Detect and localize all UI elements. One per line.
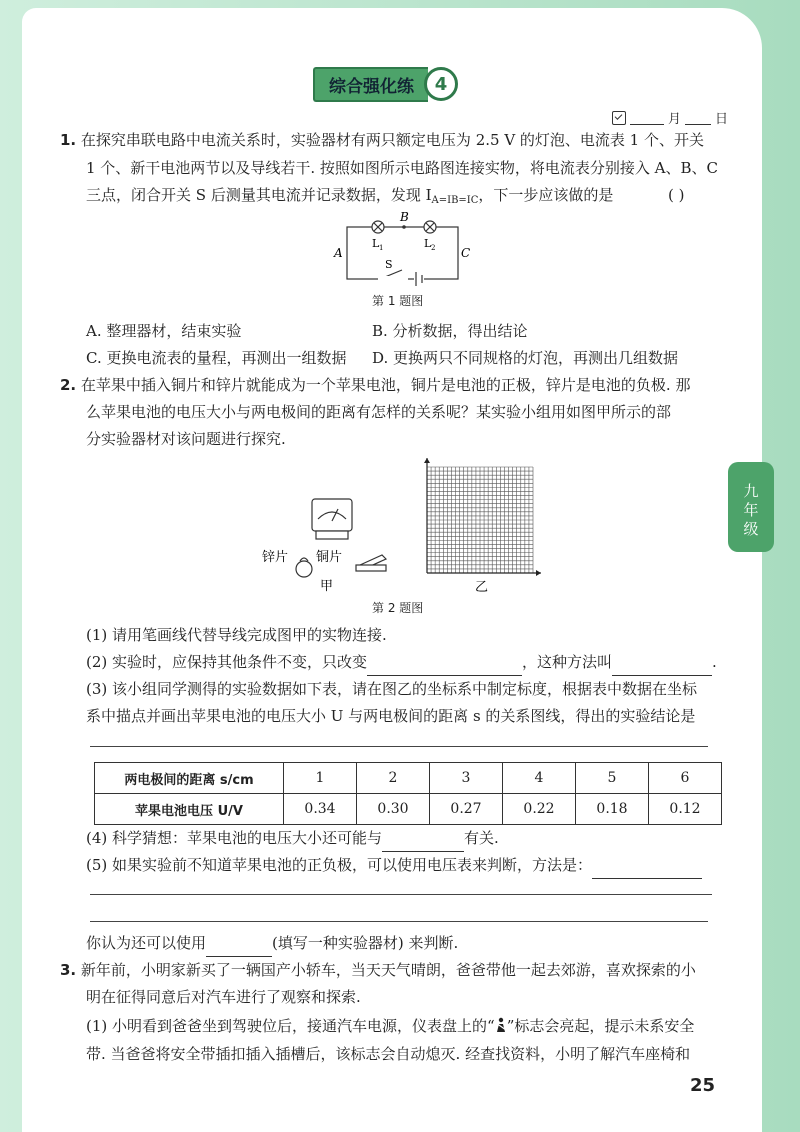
q1-line-1: [60, 127, 704, 154]
table-row: [95, 794, 722, 825]
side-tab-char: 级: [743, 520, 759, 538]
data-table: [94, 762, 722, 825]
table-cell: 5: [576, 763, 649, 794]
q1-line-2: 1 个、新干电池两节以及导线若干. 按照如图所示电路图连接实物，将电流表分别接入 A、B、C: [86, 159, 718, 177]
blank-coordinate-grid[interactable]: [415, 455, 545, 595]
title-number: 4: [424, 67, 458, 101]
q3-part-1-line1: [86, 1013, 694, 1040]
q3-text: 新年前，小明家新买了一辆国产小轿车，当天天气晴朗，爸爸带他一起去郊游，喜欢探索的小: [80, 961, 696, 979]
table-row: [95, 763, 722, 794]
table-cell: 1: [284, 763, 357, 794]
q2-text: 在苹果中插入铜片和锌片就能成为一个苹果电池，铜片是电池的正极，锌片是电池的负极. 那: [80, 376, 691, 394]
option-c[interactable]: C. 更换电流表的量程，再测出一组数据: [86, 349, 347, 367]
answer-line[interactable]: [90, 894, 712, 895]
l1-label: L: [372, 237, 380, 250]
calendar-check-icon: [612, 111, 626, 125]
date-field: [612, 108, 728, 127]
q3-text: ”标志会亮起，提示未系安全: [506, 1017, 695, 1035]
table-cell: 4: [503, 763, 576, 794]
grade-side-tab[interactable]: [728, 462, 774, 552]
q2-line-3: 分实验器材对该问题进行探究.: [86, 430, 286, 448]
answer-blank[interactable]: [367, 662, 522, 676]
voltmeter: [312, 499, 352, 531]
q2-line-1: [60, 372, 690, 399]
q2-line-2: 么苹果电池的电压大小与两电极间的距离有怎样的关系呢？某实验小组用如图甲所示的部: [86, 403, 672, 421]
q2-text: (4) 科学猜想：苹果电池的电压大小还可能与: [86, 829, 383, 847]
table-cell: 0.27: [430, 794, 503, 825]
copper-label: 铜片: [316, 550, 343, 565]
table-cell: 0.30: [357, 794, 430, 825]
q2-text: (5) 如果实验前不知道苹果电池的正负极，可以使用电压表来判断，方法是：: [86, 856, 593, 874]
q2-text: 有关.: [464, 829, 499, 847]
point-b-label: B: [400, 210, 409, 224]
q2-text: (填写一种实验器材) 来判断.: [272, 934, 459, 952]
q2-part-5-tail: [86, 930, 458, 957]
table-cell: 3: [430, 763, 503, 794]
table-cell: 6: [649, 763, 722, 794]
svg-text:2: 2: [431, 244, 436, 252]
l2-label: L: [424, 237, 432, 250]
q1-text: 在探究串联电路中电流关系时，实验器材有两只额定电压为 2.5 V 的灯泡、电流表 1 个、开关: [80, 131, 704, 149]
question-number: 3.: [60, 961, 77, 979]
page-number: 25: [690, 1075, 716, 1096]
q3-line-2: 明在征得同意后对汽车进行了观察和探索.: [86, 988, 361, 1006]
day-label: 日: [715, 112, 729, 127]
figure-caption-1: 第 1 题图: [372, 294, 424, 308]
answer-blank[interactable]: [206, 943, 272, 957]
point-c-label: C: [461, 246, 471, 260]
q2-part-5: [86, 852, 702, 879]
table-cell: 0.34: [284, 794, 357, 825]
q2-part-2: (2) 实验时，应保持其他条件不变，只改变 ，这种方法叫 .: [86, 649, 717, 676]
table-cell: 0.12: [649, 794, 722, 825]
q3-part-1-line2: 带. 当爸爸将安全带插扣插入插槽后，该标志会自动熄灭. 经查找资料，小明了解汽车座椅和: [86, 1045, 691, 1063]
month-blank[interactable]: [630, 111, 664, 125]
option-d[interactable]: D. 更换两只不同规格的灯泡，再测出几组数据: [372, 349, 679, 367]
side-tab-char: 年: [743, 501, 759, 519]
table-header: 两电极间的距离 s/cm: [95, 763, 284, 794]
table-cell: 0.18: [576, 794, 649, 825]
apple-battery-figure: [260, 495, 390, 595]
apple: [296, 561, 312, 577]
q1-text: ，下一步应该做的是: [478, 186, 614, 204]
circuit-diagram: [330, 210, 480, 290]
question-number: 1.: [60, 131, 77, 149]
answer-line[interactable]: [90, 746, 708, 747]
q3-line-1: [60, 957, 696, 984]
q2-part-1: (1) 请用笔画线代替导线完成图甲的实物连接.: [86, 626, 387, 644]
q2-part-4: [86, 825, 499, 852]
side-tab-char: 九: [743, 482, 759, 500]
table-header: 苹果电池电压 U/V: [95, 794, 284, 825]
q1-equation: A=IB=IC: [431, 195, 479, 206]
answer-line[interactable]: [90, 921, 708, 922]
month-label: 月: [668, 112, 682, 127]
answer-blank[interactable]: [592, 865, 702, 879]
title-label: 综合强化练: [313, 67, 428, 102]
section-title: [313, 70, 458, 98]
figure-jia-label: 甲: [320, 579, 334, 594]
point-a-label: A: [334, 246, 343, 260]
answer-blank[interactable]: [382, 838, 464, 852]
table-cell: 0.22: [503, 794, 576, 825]
option-b[interactable]: B. 分析数据，得出结论: [372, 322, 528, 340]
question-number: 2.: [60, 376, 77, 394]
zinc-label: 锌片: [262, 550, 289, 565]
q2-text: 你认为还可以使用: [86, 934, 207, 952]
q2-part-3-line1: (3) 该小组同学测得的实验数据如下表，请在图乙的坐标系中制定标度，根据表中数据在坐标: [86, 680, 698, 698]
table-cell: 2: [357, 763, 430, 794]
switch-label: S: [385, 258, 393, 271]
seatbelt-warning-icon: [495, 1017, 507, 1033]
answer-paren[interactable]: ( ): [668, 186, 685, 204]
q1-text: 三点，闭合开关 S 后测量其电流并记录数据，发现 I: [86, 186, 432, 204]
option-a[interactable]: A. 整理器材，结束实验: [86, 322, 242, 340]
q2-part-3-line2: 系中描点并画出苹果电池的电压大小 U 与两电极间的距离 s 的关系图线，得出的实验结论是: [86, 707, 696, 725]
answer-blank[interactable]: [612, 662, 712, 676]
svg-text:1: 1: [379, 244, 384, 252]
q2-text: ，这种方法叫: [522, 653, 613, 671]
q2-text: (2) 实验时，应保持其他条件不变，只改变: [86, 653, 368, 671]
circuit-wire: [347, 227, 458, 279]
figure-caption-2: 第 2 题图: [372, 601, 424, 615]
q3-text: (1) 小明看到爸爸坐到驾驶位后，接通汽车电源，仪表盘上的“: [86, 1017, 495, 1035]
figure-yi-label: 乙: [475, 580, 489, 595]
day-blank[interactable]: [685, 111, 711, 125]
